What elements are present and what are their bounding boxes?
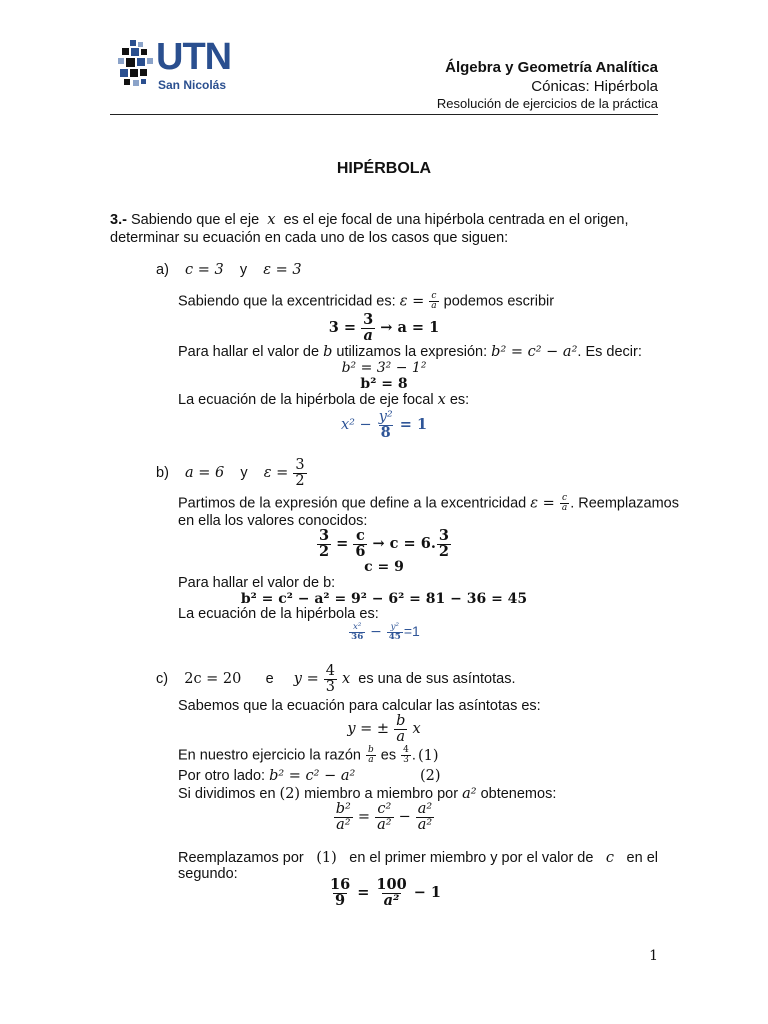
part-a-eq3: b² = 8 bbox=[360, 376, 408, 392]
part-b-text1: Partimos de la expresión que define a la excentricidad ε = $\frac{c}{a}$ . Reemplazamos bbox=[178, 493, 679, 513]
fraction: $\frac{c}{a}$ bbox=[431, 291, 437, 311]
page-title: HIPÉRBOLA bbox=[336, 160, 432, 177]
part-a-text1: Sabiendo que la excentricidad es: ε = $\frac{c}{a}$ podemos escribir bbox=[178, 291, 555, 311]
fraction: $\frac{\text{b²}}{\text{a²}}$ bbox=[335, 801, 351, 833]
utn-logo bbox=[116, 38, 236, 94]
part-c-text5: Reemplazamos por (1) en el primer miembro y por el valor de c en el bbox=[178, 850, 658, 866]
fraction: $\frac{\text{c²}}{\text{a²}}$ bbox=[377, 801, 392, 833]
logo-text: UTN bbox=[156, 36, 232, 78]
logo-subtext: San Nicolás bbox=[158, 78, 227, 92]
part-b-eq2: c = 9 bbox=[364, 559, 404, 575]
fraction: $\frac{4}{3}$ bbox=[403, 745, 409, 765]
fraction: $\frac{\text{x²}}{36}$ bbox=[351, 622, 364, 642]
part-c-tag2: (2) bbox=[420, 768, 441, 784]
exercise-statement-line2: determinar su ecuación en cada uno de los casos que siguen: bbox=[110, 230, 509, 246]
part-a-text2: Para hallar el valor de b utilizamos la expresión: b² = c² − a². Es decir: bbox=[178, 344, 642, 360]
header-course: Álgebra y Geometría Analítica bbox=[445, 59, 658, 76]
fraction: $\frac{\text{y²}}{8}$ bbox=[378, 409, 393, 441]
part-b-eq3: b² = c² − a² = 9² − 6² = 81 − 36 = 45 bbox=[240, 591, 528, 607]
part-a-eq1: 3 = $\frac{3}{a}$ → a = 1 bbox=[328, 311, 440, 344]
exercise-statement-line1: 3.- Sabiendo que el eje x es el eje focal de una hipérbola centrada en el origen, bbox=[110, 212, 629, 228]
part-c-tag1: (1) bbox=[418, 748, 439, 764]
part-b-header: b) a = 6 y ε = $\frac{3}{2}$ bbox=[156, 457, 305, 489]
part-c-text4: Si dividimos en (2) miembro a miembro por a² obtenemos: bbox=[178, 786, 557, 802]
header-topic: Cónicas: Hipérbola bbox=[531, 78, 658, 95]
fraction: $\frac{c}{6}$ bbox=[355, 527, 366, 560]
part-c-header: c) 2c = 20 e y = $\frac{4}{3}$ x es una de sus asíntotas. bbox=[156, 663, 516, 695]
part-c-text1: Sabemos que la ecuación para calcular las asíntotas es: bbox=[178, 698, 541, 714]
fraction: $\frac{3}{2}$ bbox=[319, 527, 330, 560]
part-b-text1b: en ella los valores conocidos: bbox=[178, 513, 368, 529]
fraction: $\frac{100}{\text{a²}}$ bbox=[376, 876, 407, 909]
part-a-result: x² − $\frac{\text{y²}}{8}$ = 1 bbox=[340, 409, 428, 441]
fraction: $\frac{\text{a²}}{\text{a²}}$ bbox=[417, 801, 433, 833]
fraction: $\frac{4}{3}$ bbox=[325, 663, 336, 695]
part-b-eq1: $\frac{3}{2}$ = $\frac{c}{6}$ → c = 6. $\frac{3}{2}$ bbox=[319, 527, 449, 560]
header-subtitle: Resolución de ejercicios de la práctica bbox=[436, 96, 658, 111]
part-a-text3: La ecuación de la hipérbola de eje focal x es: bbox=[178, 392, 470, 408]
part-c-eq3: $\frac{16}{9}$ = $\frac{100}{\text{a²}}$ − 1 bbox=[329, 876, 441, 909]
fraction: $\frac{3}{2}$ bbox=[438, 527, 449, 560]
part-c-text3: Por otro lado: b² = c² − a² bbox=[178, 768, 356, 784]
part-c-text2: En nuestro ejercicio la razón $\frac{b}{a}$ es $\frac{4}{3}$ . bbox=[178, 745, 416, 765]
fraction: $\frac{b}{a}$ bbox=[368, 745, 374, 765]
exercise-number: 3.- bbox=[110, 212, 127, 228]
fraction: $\frac{3}{2}$ bbox=[295, 457, 305, 489]
utn-logo-icon bbox=[116, 40, 156, 92]
header-rule bbox=[110, 114, 658, 115]
fraction: $\frac{c}{a}$ bbox=[561, 493, 568, 513]
part-b-text2: Para hallar el valor de b: bbox=[178, 575, 336, 591]
part-b-result: $\frac{\text{x²}}{36}$ − $\frac{\text{y²}}{45}$ =1 bbox=[351, 622, 420, 642]
part-b-text3: La ecuación de la hipérbola es: bbox=[178, 606, 379, 622]
part-c-eq2: $\frac{\text{b²}}{\text{a²}}$ = $\frac{\text{c²}}{\text{a²}}$ − $\frac{\text{a²}}{\text{a²}}$ bbox=[335, 801, 433, 833]
fraction: $\frac{b}{a}$ bbox=[396, 713, 406, 745]
fraction: $\frac{\text{y²}}{45}$ bbox=[388, 622, 401, 642]
fraction: $\frac{16}{9}$ bbox=[329, 876, 351, 909]
part-a-header: a) c = 3 y ε = 3 bbox=[156, 262, 302, 278]
fraction: $\frac{3}{a}$ bbox=[363, 311, 374, 344]
part-c-text5b: segundo: bbox=[178, 866, 238, 882]
part-c-eq1: y = ± $\frac{b}{a}$ x bbox=[347, 713, 421, 745]
part-a-eq2: b² = 3² − 1² bbox=[341, 360, 427, 376]
page-number: 1 bbox=[649, 948, 658, 964]
